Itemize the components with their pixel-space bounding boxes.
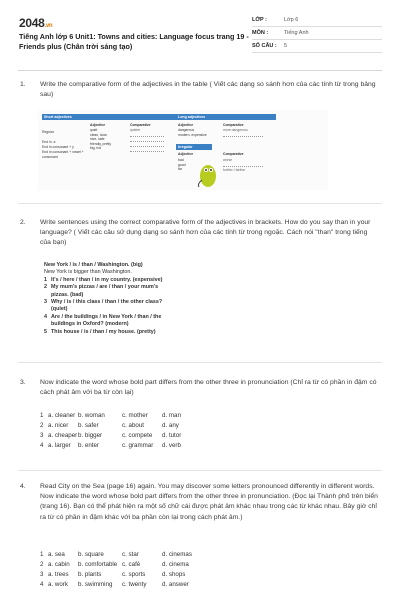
exercise-text: Why / is / this class / than / the other class? xyxy=(51,299,163,306)
exercise-text: pizzas. (bad) xyxy=(51,291,84,298)
option-number: 3 xyxy=(40,571,44,578)
question-2 xyxy=(20,218,380,249)
option-row xyxy=(40,560,280,570)
col-comparative-irr: Comparative xyxy=(223,152,244,156)
exercise-text: buildings in Oxford? (modern) xyxy=(51,321,129,328)
option-c[interactable]: c. café xyxy=(122,561,141,568)
option-number: 4 xyxy=(40,581,44,588)
exercise-line xyxy=(44,329,244,336)
short-adjectives-header: Short adjectives xyxy=(42,114,178,120)
answer-blank xyxy=(130,144,164,147)
exercise-text: This house / is / than / my house. (pretty) xyxy=(51,328,156,335)
col-adjective: Adjective xyxy=(90,123,106,127)
exercise-line xyxy=(44,262,244,269)
option-d[interactable]: d. tutor xyxy=(162,432,182,439)
question-4 xyxy=(20,482,380,523)
option-c[interactable]: c. star xyxy=(122,551,139,558)
short-adjectives-list: quiet clean, slow nice, safe friendly, pretty big, hot xyxy=(90,128,112,151)
meta-key: LỚP : xyxy=(252,17,267,23)
option-row xyxy=(40,550,280,560)
meta-row-class xyxy=(252,14,382,27)
option-a[interactable]: a. work xyxy=(48,581,68,588)
option-c[interactable]: c. grammar xyxy=(122,442,154,449)
exercise-text: (quiet) xyxy=(51,306,68,313)
long-adjectives-list: dangerous modern, expensive xyxy=(178,128,207,137)
row-label-regular: Regular xyxy=(42,130,54,134)
q3-options xyxy=(40,411,280,455)
q4-options xyxy=(40,550,280,594)
option-row xyxy=(40,580,280,590)
meta-value: 5 xyxy=(284,43,288,49)
exercise-line xyxy=(44,284,244,291)
option-c[interactable]: c. twenty xyxy=(122,581,147,588)
option-row xyxy=(40,411,280,421)
meta-value: Tiếng Anh xyxy=(284,30,309,36)
exercise-number: 5 xyxy=(44,328,47,335)
option-d[interactable]: d. cinema xyxy=(162,561,189,568)
exercise-number: 2 xyxy=(44,284,47,291)
exercise-line xyxy=(44,292,244,299)
option-c[interactable]: c. about xyxy=(122,422,145,429)
option-b[interactable]: b. safer xyxy=(78,422,99,429)
option-number: 3 xyxy=(40,432,44,439)
row-label-e: End in -e xyxy=(42,140,56,144)
meta-key: MÔN : xyxy=(252,30,269,36)
irregular-header: Irregular xyxy=(176,144,212,150)
irregular-list: bad good far xyxy=(178,158,186,172)
option-a[interactable]: a. sea xyxy=(48,551,65,558)
option-a[interactable]: a. cabin xyxy=(48,561,70,568)
divider xyxy=(18,203,382,204)
question-number: 2. xyxy=(20,219,26,226)
exercise-text: My mum's pizzas / are / than / your mum's xyxy=(51,284,159,291)
option-number: 1 xyxy=(40,412,44,419)
exercise-line xyxy=(44,299,244,306)
logo-main: 2048 xyxy=(19,16,45,30)
option-row xyxy=(40,441,280,451)
question-text: Now indicate the word whose bold part differs from the other three in pronunciation (Chỉ ra từ có phần in đậm có cách phát âm với ba từ còn lại) xyxy=(40,379,377,397)
option-number: 2 xyxy=(40,561,44,568)
row-label-cvc: End in consonant + vowel + consonant xyxy=(42,150,84,159)
question-text: Write the comparative form of the adjectives in the table ( Viết các dạng so sánh hơn của các tính từ trong bảng sau) xyxy=(40,81,376,99)
exercise-text: New York is bigger than Washington. xyxy=(44,269,132,276)
exercise-text: It's / here / than / in my country. (expensive) xyxy=(51,276,163,283)
long-adjectives-header: Long adjectives xyxy=(176,114,276,120)
meta-key: SỐ CÂU : xyxy=(252,43,277,49)
question-3 xyxy=(20,378,380,398)
option-number: 2 xyxy=(40,422,44,429)
option-b[interactable]: b. square xyxy=(78,551,104,558)
question-number: 1. xyxy=(20,81,26,88)
question-text: Read City on the Sea (page 16) again. You may discover some letters pronounced differently in different words. Now indicate the word whose bold part differs from the other three in pronunciation. (Đọc lại Thành phố trên biển (trang 16). Bạn có thể phát hiện ra một số chữ cái được phát âm khác nhau trong các từ khác nhau. Bây giờ chỉ ra từ có phần in đậm khác với ba phần còn lại trong cách phát âm.) xyxy=(40,483,378,521)
exercise-number: 4 xyxy=(44,313,47,320)
option-row xyxy=(40,421,280,431)
option-b[interactable]: b. comfortable xyxy=(78,561,118,568)
meta-table xyxy=(252,14,382,53)
option-d[interactable]: d. shops xyxy=(162,571,186,578)
exercise-number: 1 xyxy=(44,276,47,283)
option-a[interactable]: a. cleaner xyxy=(48,412,76,419)
option-d[interactable]: d. verb xyxy=(162,442,181,449)
exercise-line xyxy=(44,306,244,313)
page-title: Tiếng Anh lớp 6 Unit1: Towns and cities: Language focus trang 19 - Friends plus (Chân trời sáng tạo) xyxy=(19,32,249,51)
option-c[interactable]: c. sports xyxy=(122,571,146,578)
exercise-text: New York / is / than / Washington. (big) xyxy=(44,262,143,268)
option-a[interactable]: a. trees xyxy=(48,571,69,578)
cartoon-mascot-image xyxy=(193,160,223,188)
irregular-comparative-example: worse xyxy=(223,158,233,162)
answer-blank xyxy=(130,134,164,137)
option-a[interactable]: a. larger xyxy=(48,442,71,449)
long-comparative-example: more dangerous xyxy=(223,128,248,132)
col-comparative-long: Comparative xyxy=(223,123,244,127)
header-divider xyxy=(18,70,382,71)
option-row xyxy=(40,570,280,580)
divider xyxy=(18,362,382,363)
option-d[interactable]: d. cinemas xyxy=(162,551,192,558)
logo-tld: .vn xyxy=(44,23,53,29)
col-adjective-irr: Adjective xyxy=(178,152,194,156)
answer-blank xyxy=(130,149,164,152)
row-label-y: End in consonant + y xyxy=(42,145,74,149)
option-c[interactable]: c. mother xyxy=(122,412,148,419)
answer-blank xyxy=(223,134,263,137)
option-b[interactable]: b. plants xyxy=(78,571,102,578)
meta-value: Lớp 6 xyxy=(284,17,299,23)
option-b[interactable]: b. enter xyxy=(78,442,99,449)
option-a[interactable]: a. cheaper xyxy=(48,432,78,439)
exercise-line xyxy=(44,321,244,328)
option-b[interactable]: b. woman xyxy=(78,412,105,419)
site-logo[interactable] xyxy=(19,16,52,30)
divider xyxy=(18,470,382,471)
question-text: Write sentences using the correct comparative form of the adjectives in brackets. How do you say than in your language? ( Viết các câu sử dụng dạng so sánh hơn của các tính từ trong ngoặc. Cách nói "than" trong tiếng của bạn) xyxy=(40,219,371,247)
meta-row-subject xyxy=(252,27,382,40)
col-adjective-long: Adjective xyxy=(178,123,194,127)
question-1 xyxy=(20,80,380,100)
option-b[interactable]: b. bigger xyxy=(78,432,103,439)
irregular-comparative-example-2: further / farther xyxy=(223,168,246,172)
option-d[interactable]: d. man xyxy=(162,412,181,419)
question-number: 3. xyxy=(20,379,26,386)
exercise-line xyxy=(44,269,244,276)
sentence-exercise-image xyxy=(44,262,244,336)
meta-row-count xyxy=(252,40,382,53)
exercise-text: Are / the buildings / in New York / than / the xyxy=(51,313,162,320)
option-a[interactable]: a. nicer xyxy=(48,422,69,429)
exercise-line xyxy=(44,277,244,284)
answer-blank xyxy=(130,139,164,142)
answer-blank xyxy=(223,164,263,167)
exercise-line xyxy=(44,314,244,321)
option-number: 1 xyxy=(40,551,44,558)
option-number: 4 xyxy=(40,442,44,449)
adjectives-table-image xyxy=(38,110,328,190)
exercise-number: 3 xyxy=(44,299,47,306)
option-row xyxy=(40,431,280,441)
option-c[interactable]: c. compete xyxy=(122,432,153,439)
short-comparative-example: quieter xyxy=(130,128,141,132)
question-number: 4. xyxy=(20,483,26,490)
option-d[interactable]: d. any xyxy=(162,422,179,429)
col-comparative: Comparative xyxy=(130,123,151,127)
option-d[interactable]: d. answer xyxy=(162,581,189,588)
option-b[interactable]: b. swimming xyxy=(78,581,113,588)
